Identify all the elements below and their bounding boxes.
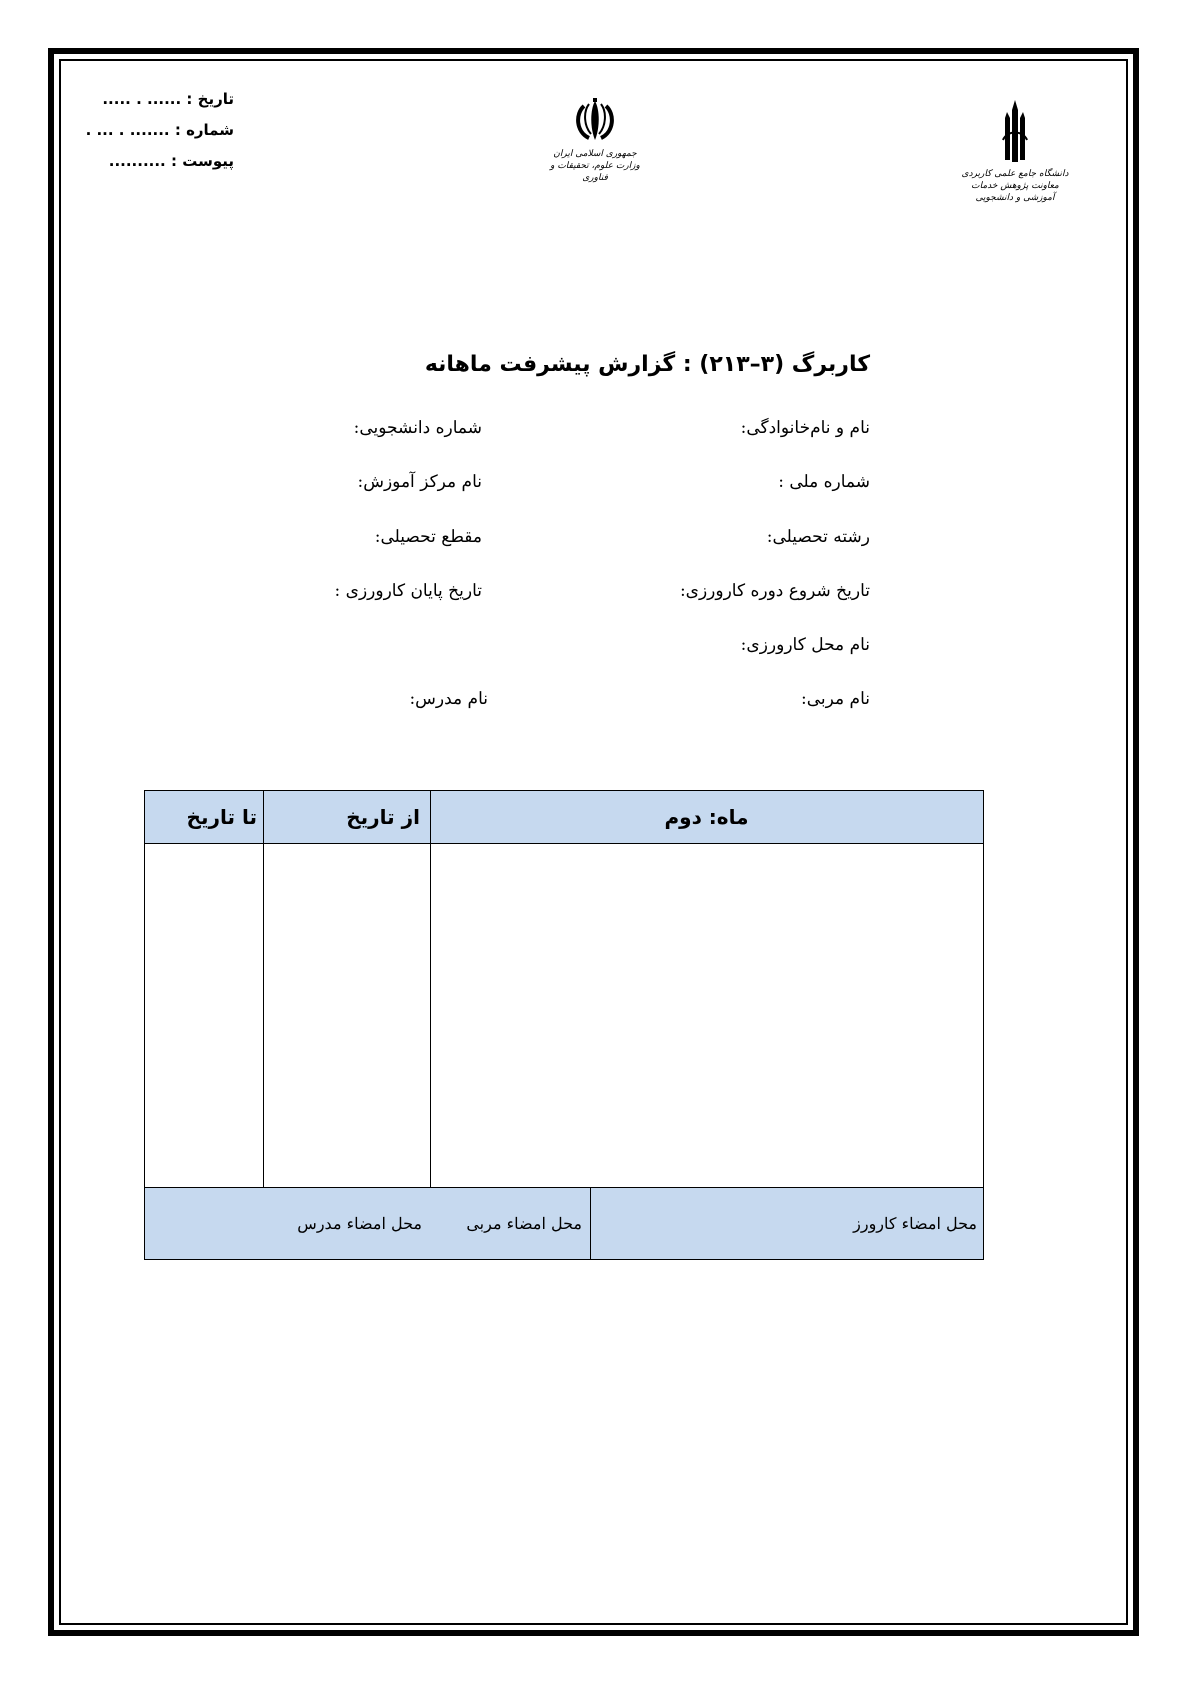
- university-logo: [960, 100, 1070, 204]
- monthly-report-table: [144, 790, 984, 1260]
- university-caption-line2: معاونت پژوهش خدمات آموزشی و دانشجویی: [971, 181, 1059, 203]
- meta-number-label: شماره :: [174, 121, 234, 139]
- meta-attachment-label: پیوست :: [170, 152, 234, 170]
- iran-emblem-logo: [540, 98, 650, 184]
- intern-signature-label: محل امضاء کارورز: [853, 1214, 977, 1233]
- letter-meta: [85, 84, 234, 177]
- report-content-cell[interactable]: [431, 845, 983, 1187]
- mentor-signature-label: محل امضاء مربی: [466, 1214, 582, 1233]
- center-name-label: نام مرکز آموزش:: [357, 472, 482, 492]
- iran-emblem-icon: [569, 98, 621, 144]
- start-date-label: تاریخ شروع دوره کارورزی:: [679, 581, 870, 601]
- meta-number-value: ....... . ... .: [85, 121, 170, 139]
- meta-attachment: [108, 146, 234, 177]
- internship-place-label: نام محل کارورزی:: [740, 635, 870, 655]
- to-date-cell[interactable]: [145, 845, 263, 1187]
- mentor-name-label: نام مربی:: [801, 689, 870, 709]
- university-tower-icon: [997, 100, 1033, 164]
- meta-date-label: تاریخ :: [186, 90, 234, 108]
- national-id-label: شماره ملی :: [778, 472, 870, 492]
- university-caption-line1: دانشگاه جامع علمی کاربردی: [961, 169, 1069, 179]
- form-title: کاربرگ (۳–۲۱۳) : گزارش پیشرفت ماهانه: [424, 352, 870, 377]
- instructor-signature-label: محل امضاء مدرس: [297, 1214, 422, 1233]
- month-header: ماه: دوم: [430, 791, 983, 844]
- end-date-label: تاریخ پایان کارورزی :: [334, 581, 482, 601]
- meta-attachment-value: ..........: [108, 152, 166, 170]
- degree-level-label: مقطع تحصیلی:: [374, 527, 482, 547]
- meta-number: [85, 115, 234, 146]
- meta-date-value: ...... . .....: [102, 90, 182, 108]
- meta-date: [102, 84, 234, 115]
- column-divider: [263, 791, 264, 1188]
- from-date-cell[interactable]: [264, 845, 430, 1187]
- student-number-label: شماره دانشجویی:: [353, 418, 482, 438]
- full-name-label: نام و نام‌خانوادگی:: [740, 418, 870, 438]
- from-date-header: از تاریخ: [263, 791, 430, 844]
- emblem-caption-line1: جمهوری اسلامی ایران: [553, 149, 637, 159]
- emblem-caption-line2: وزارت علوم، تحقیقات و فناوری: [550, 161, 640, 183]
- to-date-header: تا تاریخ: [145, 791, 263, 844]
- field-of-study-label: رشته تحصیلی:: [766, 527, 870, 547]
- instructor-name-label: نام مدرس:: [409, 689, 488, 709]
